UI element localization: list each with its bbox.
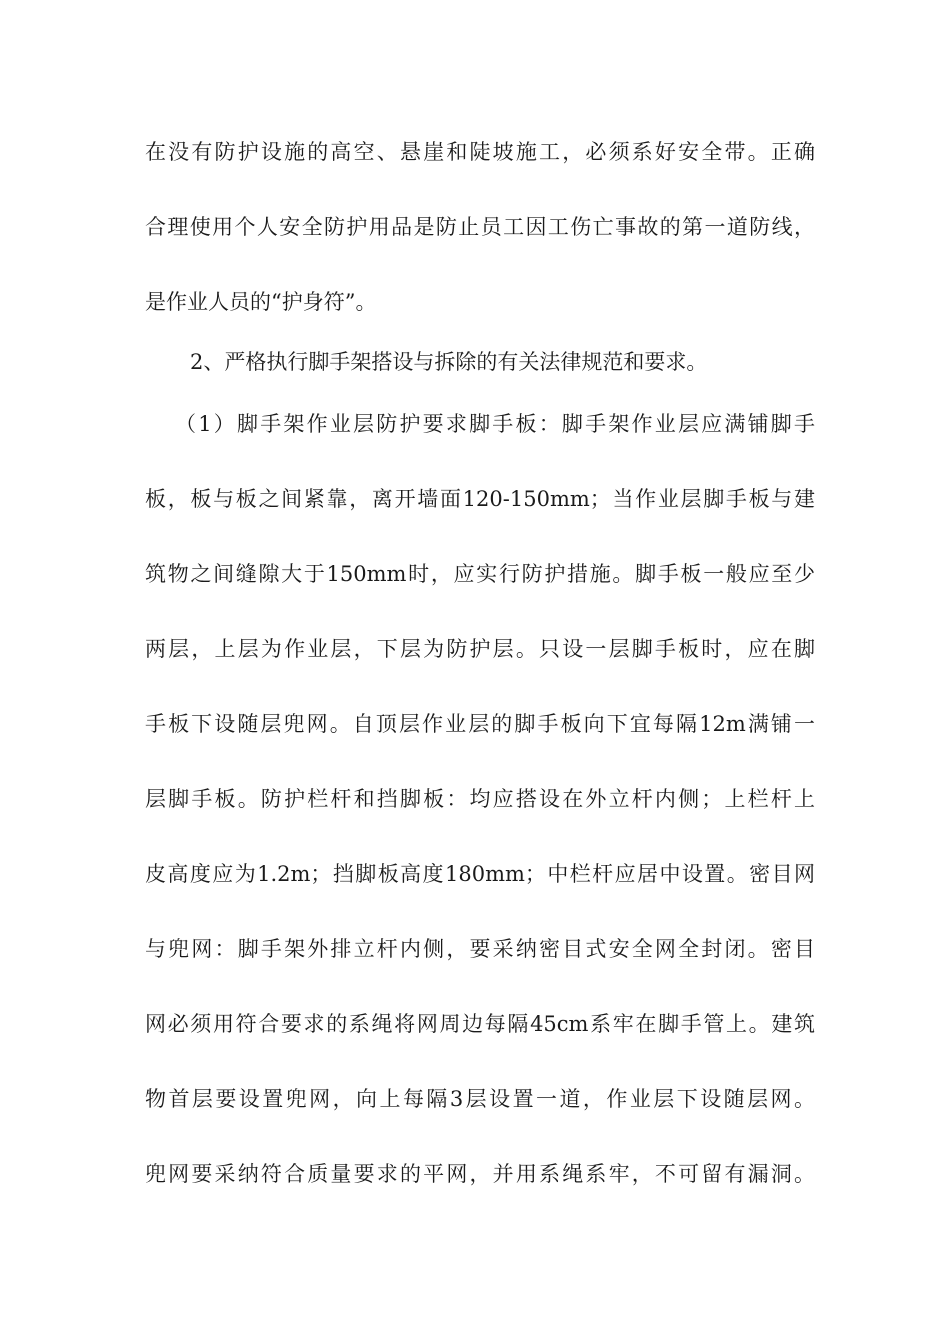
text-line-15: 兜网要采纳符合质量要求的平网，并用系绳系牢，不可留有漏洞。: [145, 1162, 815, 1186]
text-line-5: （1）脚手架作业层防护要求脚手板：脚手架作业层应满铺脚手: [175, 412, 815, 436]
text-line-2: 合理使用个人安全防护用品是防止员工因工伤亡事故的第一道防线，: [145, 215, 815, 239]
section-heading-2: 2、严格执行脚手架搭设与拆除的有关法律规范和要求。: [190, 350, 708, 374]
text-line-1: 在没有防护设施的高空、悬崖和陡坡施工，必须系好安全带。正确: [145, 140, 815, 164]
text-line-9: 手板下设随层兜网。自顶层作业层的脚手板向下宜每隔12m满铺一: [145, 712, 815, 736]
text-line-7: 筑物之间缝隙大于150mm时，应实行防护措施。脚手板一般应至少: [145, 562, 815, 586]
text-line-10: 层脚手板。防护栏杆和挡脚板：均应搭设在外立杆内侧；上栏杆上: [145, 787, 815, 811]
text-line-12: 与兜网：脚手架外排立杆内侧，要采纳密目式安全网全封闭。密目: [145, 937, 815, 961]
text-line-6: 板，板与板之间紧靠，离开墙面120-150mm；当作业层脚手板与建: [145, 487, 815, 511]
text-line-13: 网必须用符合要求的系绳将网周边每隔45cm系牢在脚手管上。建筑: [145, 1012, 815, 1036]
text-line-11: 皮高度应为1.2m；挡脚板高度180mm；中栏杆应居中设置。密目网: [145, 862, 815, 886]
text-line-8: 两层，上层为作业层，下层为防护层。只设一层脚手板时，应在脚: [145, 637, 815, 661]
text-line-3: 是作业人员的“护身符”。: [145, 290, 377, 314]
text-line-14: 物首层要设置兜网，向上每隔3层设置一道，作业层下设随层网。: [145, 1087, 815, 1111]
